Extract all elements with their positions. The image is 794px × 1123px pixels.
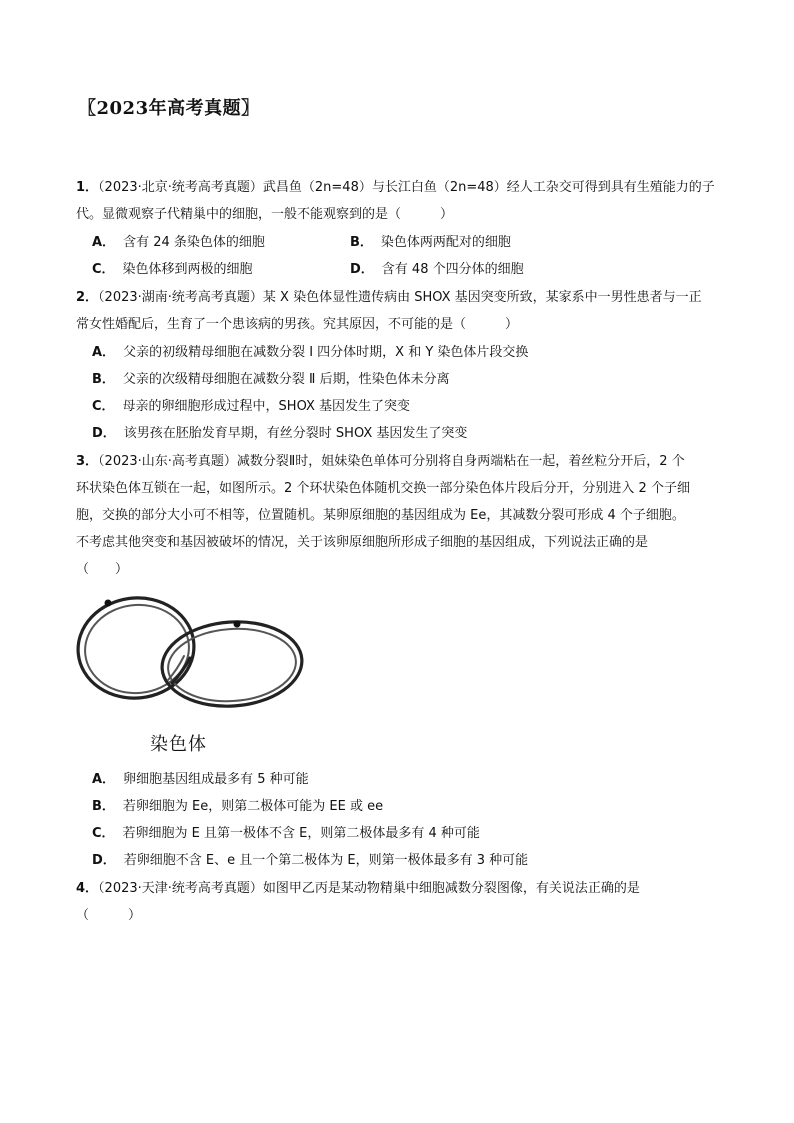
q3-option-b[interactable]: B． 若卵细胞为 Ee，则第二极体可能为 EE 或 ee — [92, 799, 384, 814]
q3-option-d[interactable]: D． 若卵细胞不含 E、e 且一个第二极体为 E，则第一极体最多有 3 种可能 — [92, 853, 529, 868]
question-2 — [76, 284, 724, 338]
question-source: （2023·湖南·统考高考真题） — [98, 290, 263, 305]
section-title: 〖2023年高考真题〗 — [78, 98, 260, 119]
q3-option-c[interactable]: C． 若卵细胞为 E 且第一极体不含 E，则第二极体最多有 4 种可能 — [92, 826, 480, 841]
question-4 — [76, 875, 724, 929]
q2-option-c[interactable]: C． 母亲的卵细胞形成过程中，SHOX 基因发生了突变 — [92, 399, 411, 414]
question-number: 1． — [76, 180, 99, 195]
question-stem: 某 X 染色体显性遗传病由 SHOX 基因突变所致，某家系中一男性患者与一正 — [262, 290, 702, 305]
question-3-line-4: 不考虑其他突变和基因被破坏的情况，关于该卵原细胞所形成子细胞的基因组成，下列说法正确的是 — [76, 535, 649, 550]
right-ring-outer — [159, 617, 305, 711]
question-4-line-1 — [76, 875, 724, 902]
question-4-line-2: （ ） — [76, 908, 142, 923]
question-source: （2023·天津·统考高考真题） — [98, 881, 263, 896]
q1-option-b[interactable]: B． 染色体两两配对的细胞 — [350, 235, 511, 250]
question-number: 3． — [76, 454, 99, 469]
question-2-line-2: 常女性婚配后，生育了一个患该病的男孩。究其原因，不可能的是（ ） — [76, 317, 519, 332]
question-stem: 如图甲乙丙是某动物精巢中细胞减数分裂图像，有关说法正确的是 — [262, 881, 640, 896]
question-source: （2023·山东·高考真题） — [98, 454, 237, 469]
q1-option-d[interactable]: D． 含有 48 个四分体的细胞 — [350, 262, 524, 277]
question-stem: 武昌鱼（2n=48）与长江白鱼（2n=48）经人工杂交可得到具有生殖能力的子 — [262, 180, 715, 195]
question-3-line-3: 胞，交换的部分大小可不相等，位置随机。某卵原细胞的基因组成为 Ee，其减数分裂可形成 4 个子细胞。 — [76, 508, 685, 523]
question-stem: 减数分裂Ⅱ时，姐妹染色单体可分别将自身两端粘在一起，着丝粒分开后，2 个 — [236, 454, 685, 469]
question-1 — [76, 174, 724, 228]
question-number: 4． — [76, 881, 99, 896]
centromere-dot-left — [105, 600, 112, 607]
figure-caption: 染色体 — [150, 734, 207, 755]
q2-option-d[interactable]: D． 该男孩在胚胎发育早期，有丝分裂时 SHOX 基因发生了突变 — [92, 426, 468, 441]
question-3-line-5: （ ） — [76, 562, 129, 577]
q1-option-c[interactable]: C． 染色体移到两极的细胞 — [92, 262, 253, 277]
question-source: （2023·北京·统考高考真题） — [98, 180, 263, 195]
q3-option-a[interactable]: A． 卵细胞基因组成最多有 5 种可能 — [92, 772, 309, 787]
question-1-line-2: 代。显微观察子代精巢中的细胞，一般不能观察到的是（ ） — [76, 207, 454, 222]
centromere-dot-right — [234, 621, 241, 628]
question-3-line-1 — [76, 448, 724, 475]
question-3-line-2: 环状染色体互锁在一起，如图所示。2 个环状染色体随机交换一部分染色体片段后分开，分别进入 2 个子细 — [76, 481, 690, 496]
question-1-line-1 — [76, 174, 724, 201]
left-ring-outer — [73, 592, 199, 704]
question-number: 2． — [76, 290, 99, 305]
q2-option-a[interactable]: A． 父亲的初级精母细胞在减数分裂 I 四分体时期，X 和 Y 染色体片段交换 — [92, 345, 529, 360]
q2-option-b[interactable]: B． 父亲的次级精母细胞在减数分裂 Ⅱ 后期，性染色体未分离 — [92, 372, 450, 387]
question-2-line-1 — [76, 284, 724, 311]
question-3 — [76, 448, 724, 583]
q1-option-a[interactable]: A． 含有 24 条染色体的细胞 — [92, 235, 265, 250]
